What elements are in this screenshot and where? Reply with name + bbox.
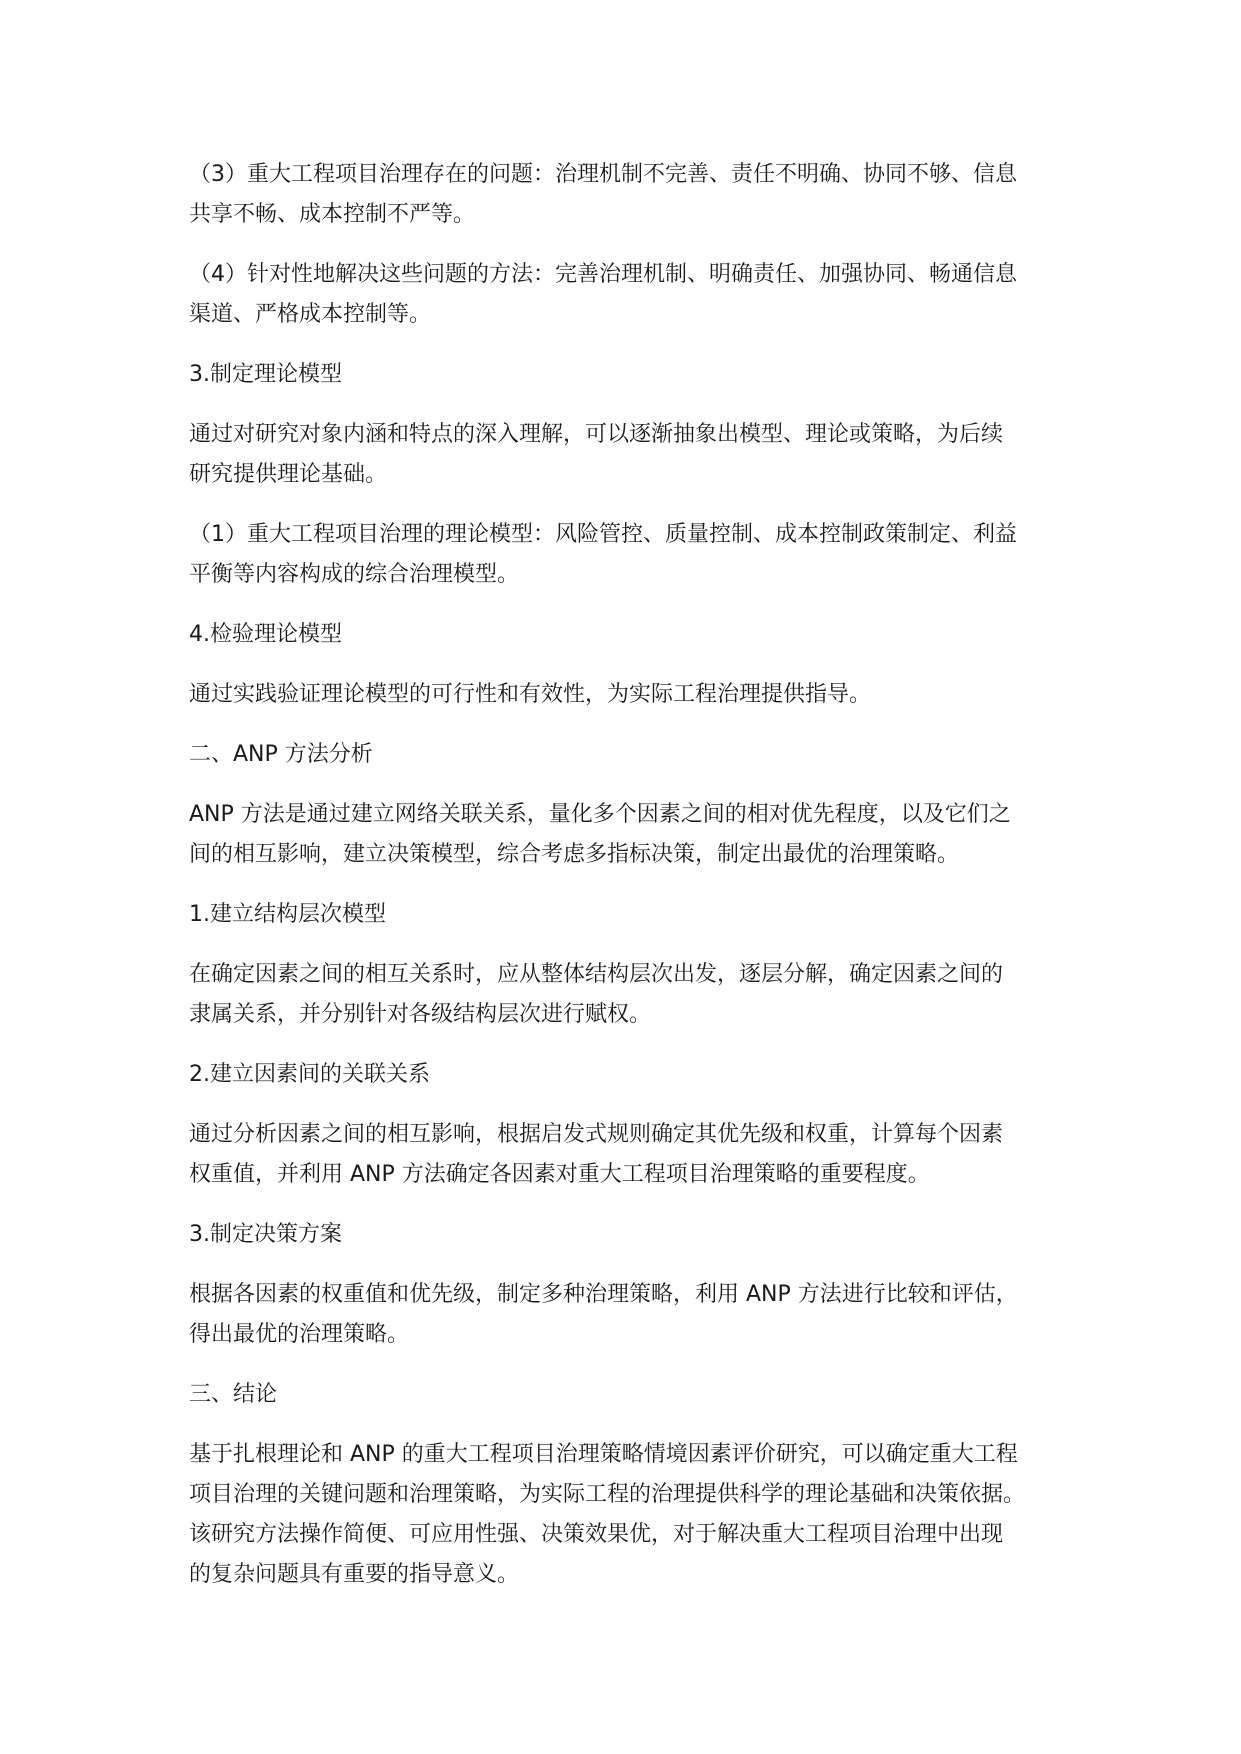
text-line: 隶属关系，并分别针对各级结构层次进行赋权。	[189, 1002, 652, 1027]
text-line: 在确定因素之间的相互关系时，应从整体结构层次出发，逐层分解，确定因素之间的	[189, 962, 1004, 987]
text-line: 二、ANP 方法分析	[189, 742, 373, 767]
text-line: 通过分析因素之间的相互影响，根据启发式规则确定其优先级和权重，计算每个因素	[189, 1122, 1004, 1147]
subsection-heading	[189, 1055, 1069, 1095]
text-line: 权重值，并利用 ANP 方法确定各因素对重大工程项目治理策略的重要程度。	[189, 1162, 930, 1187]
text-line: 研究提供理论基础。	[189, 462, 388, 487]
text-line: 三、结论	[189, 1382, 278, 1407]
section-heading	[189, 735, 1069, 775]
text-line: 渠道、严格成本控制等。	[189, 302, 432, 327]
text-line: 项目治理的关键问题和治理策略，为实际工程的治理提供科学的理论基础和决策依据。	[189, 1482, 1026, 1507]
text-line: 间的相互影响，建立决策模型，综合考虑多指标决策，制定出最优的治理策略。	[189, 842, 960, 867]
text-line: 基于扎根理论和 ANP 的重大工程项目治理策略情境因素评价研究，可以确定重大工程	[189, 1442, 1018, 1467]
text-line: 通过实践验证理论模型的可行性和有效性，为实际工程治理提供指导。	[189, 682, 872, 707]
body-paragraph	[189, 1435, 1069, 1595]
text-line: 平衡等内容构成的综合治理模型。	[189, 562, 520, 587]
text-line: 4.检验理论模型	[189, 622, 342, 647]
body-paragraph	[189, 415, 1069, 495]
text-line: 2.建立因素间的关联关系	[189, 1062, 430, 1087]
text-line: ANP 方法是通过建立网络关联关系，量化多个因素之间的相对优先程度，以及它们之	[189, 802, 1011, 827]
text-line: 该研究方法操作简便、可应用性强、决策效果优，对于解决重大工程项目治理中出现	[189, 1522, 1004, 1547]
text-line: （3）重大工程项目治理存在的问题：治理机制不完善、责任不明确、协同不够、信息	[189, 162, 1017, 187]
subsection-heading	[189, 895, 1069, 935]
subsection-heading	[189, 355, 1069, 395]
text-line: 3.制定决策方案	[189, 1222, 342, 1247]
list-item-paragraph	[189, 155, 1069, 235]
section-heading	[189, 1375, 1069, 1415]
text-line: 得出最优的治理策略。	[189, 1322, 410, 1347]
body-paragraph	[189, 795, 1069, 875]
list-item-paragraph	[189, 255, 1069, 335]
subsection-heading	[189, 615, 1069, 655]
body-paragraph	[189, 955, 1069, 1035]
text-line: 1.建立结构层次模型	[189, 902, 386, 927]
text-line: 根据各因素的权重值和优先级，制定多种治理策略，利用 ANP 方法进行比较和评估，	[189, 1282, 1018, 1307]
text-line: 的复杂问题具有重要的指导意义。	[189, 1562, 520, 1587]
text-line: 3.制定理论模型	[189, 362, 342, 387]
body-paragraph	[189, 1115, 1069, 1195]
list-item-paragraph	[189, 515, 1069, 595]
subsection-heading	[189, 1215, 1069, 1255]
body-paragraph	[189, 1275, 1069, 1355]
text-line: 共享不畅、成本控制不严等。	[189, 202, 476, 227]
text-line: 通过对研究对象内涵和特点的深入理解，可以逐渐抽象出模型、理论或策略，为后续	[189, 422, 1004, 447]
text-line: （1）重大工程项目治理的理论模型：风险管控、质量控制、成本控制政策制定、利益	[189, 522, 1017, 547]
document-body	[189, 155, 1069, 1615]
body-paragraph	[189, 675, 1069, 715]
text-line: （4）针对性地解决这些问题的方法：完善治理机制、明确责任、加强协同、畅通信息	[189, 262, 1017, 287]
